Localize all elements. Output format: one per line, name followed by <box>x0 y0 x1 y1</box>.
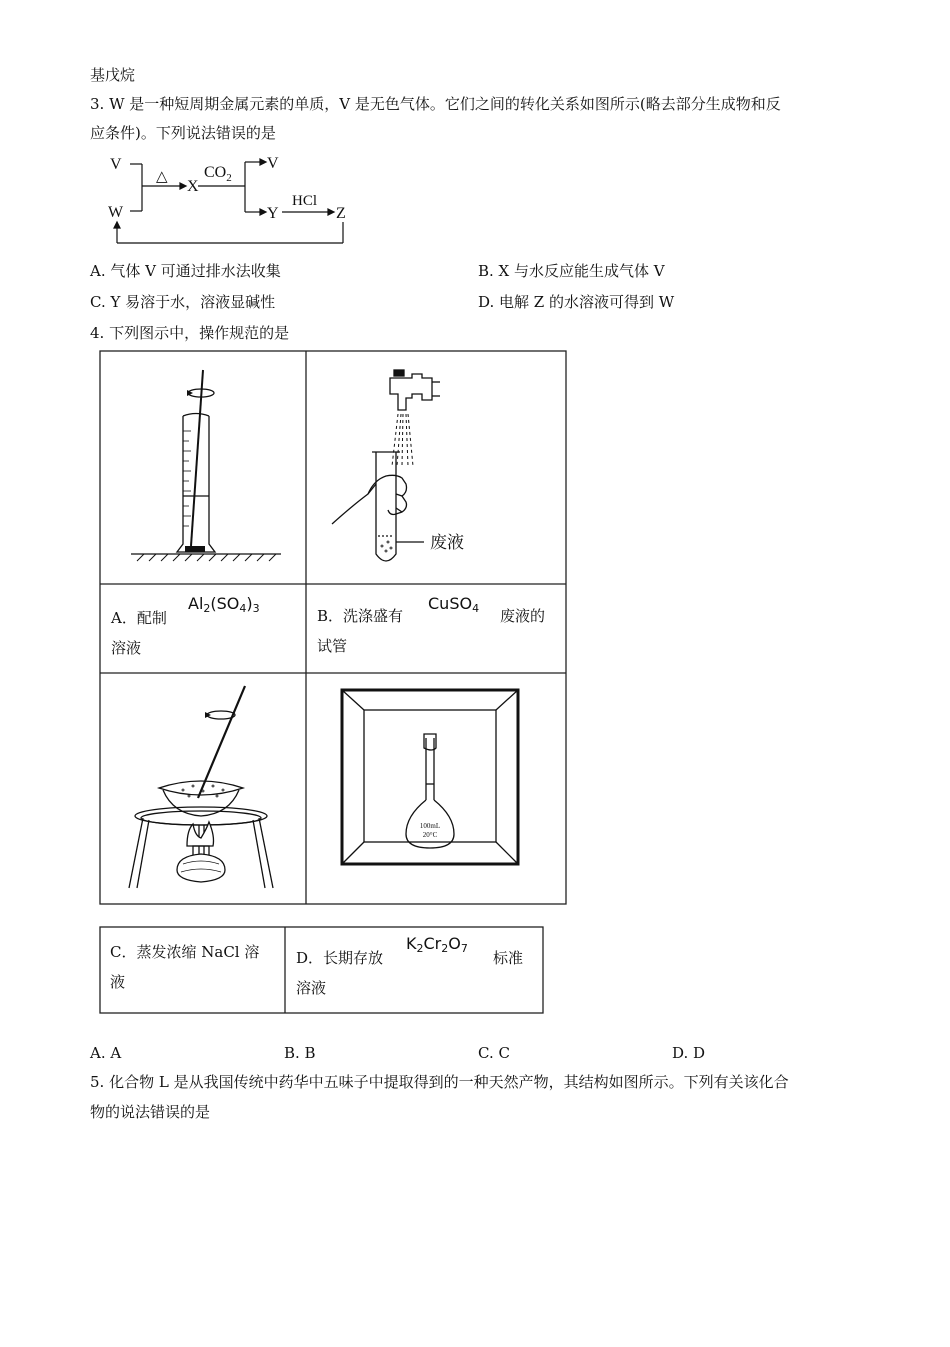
q4-stem: 4. 下列图示中，操作规范的是 <box>90 324 290 342</box>
heat-symbol: △ <box>156 169 168 185</box>
flask-volume-label: 100mL <box>419 822 441 830</box>
species-w: W <box>108 204 124 221</box>
cell-b-suffix: 废液的 <box>500 607 546 625</box>
q4-caption-table <box>99 926 545 1016</box>
cell-d-prefix: D．长期存放 <box>296 949 384 967</box>
waste-liquid-label: 废液 <box>430 533 464 553</box>
species-v-product: V <box>267 155 279 172</box>
graduated-cylinder-illustration <box>103 356 303 581</box>
cell-d-suffix2: 溶液 <box>296 979 327 997</box>
species-z: Z <box>336 205 346 222</box>
cell-d-suffix: 标准 <box>493 949 524 967</box>
reagent-co2: $CO_2$ <box>204 164 232 184</box>
q4-option-d: D. D <box>672 1044 706 1062</box>
q3-stem-line1: 3. W 是一种短周期金属元素的单质，V 是无色气体。它们之间的转化关系如图所示(略去部分生成物和反 <box>90 95 781 113</box>
cell-a-prefix: A．配制 <box>111 609 167 627</box>
q4-option-a: A. A <box>90 1044 122 1062</box>
reagent-hcl: HCl <box>292 193 318 209</box>
cell-c-line1: C．蒸发浓缩 NaCl 溶 <box>110 943 260 961</box>
flask-temp-label: 20°C <box>422 831 438 839</box>
q4-option-c: C. C <box>478 1044 510 1062</box>
cell-b-prefix: B．洗涤盛有 <box>317 607 404 625</box>
species-v: V <box>110 156 122 173</box>
species-x: X <box>187 178 199 195</box>
cell-a-suffix: 溶液 <box>111 639 142 657</box>
formula-k2cr2o7: $K_2Cr_2O_7$ <box>406 934 468 955</box>
q4-option-b: B. B <box>284 1044 316 1062</box>
previous-question-tail: 基戊烷 <box>90 66 136 84</box>
cell-b-suffix2: 试管 <box>317 637 348 655</box>
evaporation-illustration <box>103 678 303 903</box>
q3-option-a: A. 气体 V 可通过排水法收集 <box>90 262 281 280</box>
species-y: Y <box>267 205 279 222</box>
q3-option-c: C. Y 易溶于水，溶液显碱性 <box>90 293 276 311</box>
formula-cuso4: CuSO$_4$ <box>428 594 480 615</box>
volumetric-flask-storage-illustration <box>340 688 540 888</box>
cell-c-line2: 液 <box>110 973 126 991</box>
q5-stem-line2: 物的说法错误的是 <box>90 1103 211 1121</box>
q3-reaction-diagram <box>100 150 400 250</box>
formula-al2so43: $Al_2(SO_4)_3$ <box>188 594 260 615</box>
q3-option-b: B. X 与水反应能生成气体 V <box>478 262 665 280</box>
q3-stem-line2: 应条件)。下列说法错误的是 <box>90 124 276 142</box>
q3-option-d: D. 电解 Z 的水溶液可得到 W <box>478 293 675 311</box>
q5-stem-line1: 5. 化合物 L 是从我国传统中药华中五味子中提取得到的一种天然产物，其结构如图所示。下列有关该化合 <box>90 1073 789 1091</box>
